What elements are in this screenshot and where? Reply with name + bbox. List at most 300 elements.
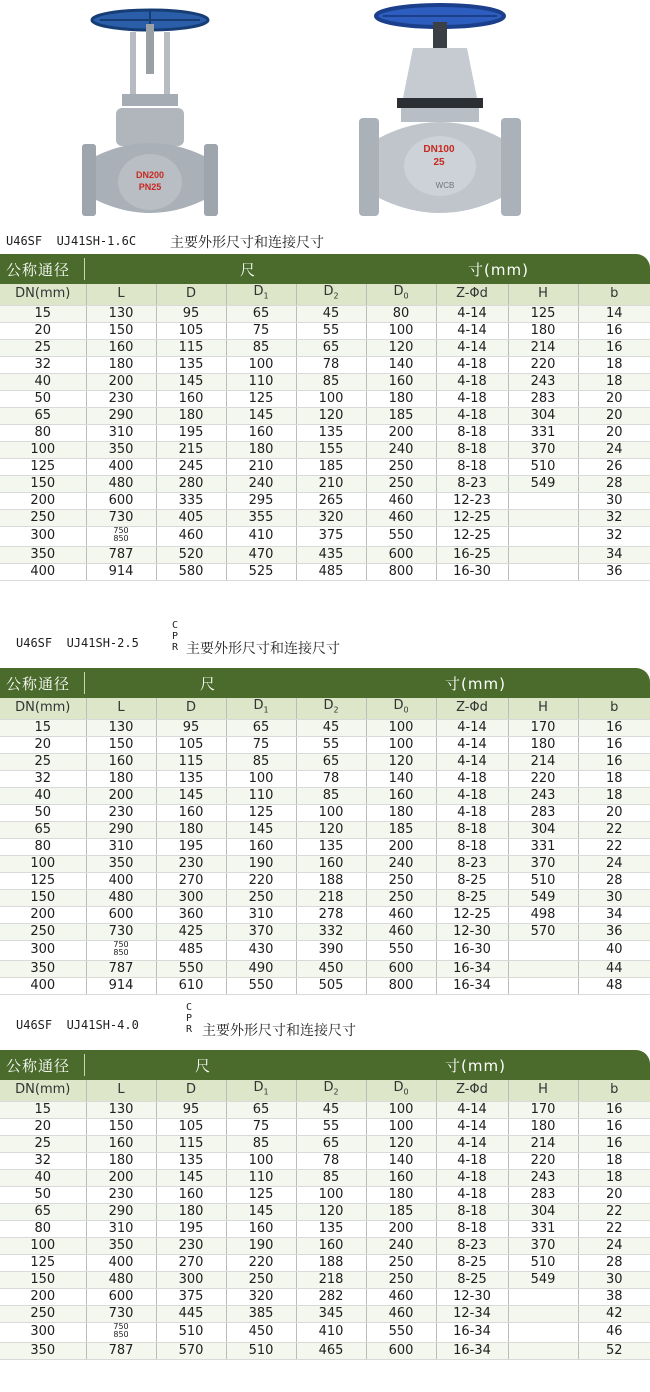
table-cell: 34 <box>578 906 650 923</box>
table-cell <box>508 960 578 977</box>
table-cell: 12-34 <box>436 1305 508 1322</box>
table-cell: 510 <box>226 1342 296 1359</box>
table-cell: 65 <box>226 305 296 322</box>
header-divider <box>84 672 85 694</box>
table-cell: 100 <box>366 719 436 736</box>
table-row <box>0 960 650 977</box>
table-cell <box>508 1288 578 1305</box>
table-cell: 180 <box>366 804 436 821</box>
table-cell <box>508 1342 578 1359</box>
globe-valve-photo-left <box>70 4 230 219</box>
table-cell: 150 <box>86 736 156 753</box>
table-cell: 410 <box>296 1322 366 1342</box>
table-cell: 160 <box>366 787 436 804</box>
table-cell: 320 <box>226 1288 296 1305</box>
table-cell: 460 <box>366 1288 436 1305</box>
table-cell: 214 <box>508 339 578 356</box>
dimension-table-body <box>0 1080 650 1359</box>
table-cell: 490 <box>226 960 296 977</box>
table-cell: 85 <box>226 753 296 770</box>
table-cell: 230 <box>156 1237 226 1254</box>
table-cell: 135 <box>156 356 226 373</box>
table-row <box>0 1186 650 1203</box>
table-cell: 32 <box>0 356 86 373</box>
table-cell: 385 <box>226 1305 296 1322</box>
column-header: L <box>86 1080 156 1101</box>
table-cell: 145 <box>226 407 296 424</box>
table-cell: 65 <box>0 1203 86 1220</box>
table-cell: 18 <box>578 373 650 390</box>
table-cell: 16 <box>578 736 650 753</box>
table-cell: 278 <box>296 906 366 923</box>
table-cell: 85 <box>296 787 366 804</box>
table-cell: 230 <box>86 804 156 821</box>
table-cell: 32 <box>0 1152 86 1169</box>
table-cell: 120 <box>296 1203 366 1220</box>
table-cell <box>508 509 578 526</box>
cpr-text: C P R <box>171 620 179 653</box>
table-cell: 304 <box>508 821 578 838</box>
table-cell: 600 <box>366 960 436 977</box>
table-cell: 240 <box>366 855 436 872</box>
table-cell: 270 <box>156 1254 226 1271</box>
table-cell: 180 <box>86 770 156 787</box>
table-cell: 250 <box>0 509 86 526</box>
table-cell: 485 <box>156 940 226 960</box>
table-row <box>0 339 650 356</box>
column-header: $D_1$ <box>226 698 296 719</box>
table-cell <box>508 526 578 546</box>
table-cell: 75 <box>226 322 296 339</box>
table-cell: 240 <box>366 441 436 458</box>
table-cell: 787 <box>86 1342 156 1359</box>
dimension-table <box>0 1080 650 1360</box>
table-cell: 335 <box>156 492 226 509</box>
table-cell: 570 <box>508 923 578 940</box>
table-cell: 370 <box>508 1237 578 1254</box>
table-cell: 110 <box>226 1169 296 1186</box>
table-cell: 200 <box>366 1220 436 1237</box>
table-cell: 55 <box>296 322 366 339</box>
product-photos <box>0 0 650 228</box>
table-cell: 218 <box>296 889 366 906</box>
table-cell: 250 <box>226 889 296 906</box>
table-row <box>0 407 650 424</box>
table-row <box>0 458 650 475</box>
table-row <box>0 906 650 923</box>
table-cell: 460 <box>366 509 436 526</box>
table-cell: 160 <box>366 1169 436 1186</box>
table-cell: 42 <box>578 1305 650 1322</box>
table-cell: 45 <box>296 719 366 736</box>
table-cell: 310 <box>86 424 156 441</box>
table-cell: 160 <box>296 1237 366 1254</box>
table-cell: 125 <box>226 1186 296 1203</box>
table-cell: 180 <box>508 736 578 753</box>
table-row <box>0 1169 650 1186</box>
column-header-row <box>0 284 650 305</box>
table-cell: 8-23 <box>436 1237 508 1254</box>
table-cell: 78 <box>296 356 366 373</box>
table-row <box>0 940 650 960</box>
table-cell <box>508 977 578 994</box>
table-cell: 100 <box>296 390 366 407</box>
table-cell: 4-14 <box>436 1118 508 1135</box>
table-cell: 160 <box>86 339 156 356</box>
table-cell: 360 <box>156 906 226 923</box>
table-cell: 20 <box>0 736 86 753</box>
table-cell: 914 <box>86 563 156 580</box>
table-cell: 185 <box>296 458 366 475</box>
table-cell: 400 <box>86 458 156 475</box>
column-header: Z-Φd <box>436 1080 508 1101</box>
table-cell: 22 <box>578 1203 650 1220</box>
table-cell: 200 <box>0 492 86 509</box>
table-cell: 16 <box>578 719 650 736</box>
material-code-cpr <box>184 1002 194 1035</box>
table-cell: 400 <box>0 977 86 994</box>
table-cell: 250 <box>0 923 86 940</box>
table-cell: 350 <box>86 1237 156 1254</box>
table-cell: 140 <box>366 770 436 787</box>
column-header: $D_1$ <box>226 1080 296 1101</box>
table-cell: 345 <box>296 1305 366 1322</box>
table-cell: 20 <box>578 407 650 424</box>
table-cell: 320 <box>296 509 366 526</box>
table-row <box>0 889 650 906</box>
table-cell: 4-14 <box>436 339 508 356</box>
table-cell: 730 <box>86 1305 156 1322</box>
table-cell: 95 <box>156 1101 226 1118</box>
table-cell: 40 <box>0 787 86 804</box>
table-cell: 400 <box>86 872 156 889</box>
table-cell: 24 <box>578 855 650 872</box>
dimension-header-bar <box>0 1050 650 1080</box>
table-cell: 410 <box>226 526 296 546</box>
table-cell: 40 <box>0 1169 86 1186</box>
table-cell: 350 <box>86 441 156 458</box>
table-row <box>0 305 650 322</box>
section-description: 主要外形尺寸和连接尺寸 <box>186 641 340 657</box>
dimension-label-cun: 寸(mm) <box>468 261 529 279</box>
model-code: UJ41SH-1.6C <box>56 234 137 248</box>
table-cell: 390 <box>296 940 366 960</box>
table-cell: 195 <box>156 1220 226 1237</box>
table-row <box>0 373 650 390</box>
table-cell: 4-14 <box>436 736 508 753</box>
table-row <box>0 855 650 872</box>
table-cell: 435 <box>296 546 366 563</box>
table-cell: 200 <box>0 906 86 923</box>
table-cell: 283 <box>508 804 578 821</box>
table-cell: 295 <box>226 492 296 509</box>
table-cell: 549 <box>508 889 578 906</box>
table-cell: 600 <box>86 492 156 509</box>
table-cell: 510 <box>156 1322 226 1342</box>
table-cell: 185 <box>366 1203 436 1220</box>
table-cell: 95 <box>156 719 226 736</box>
table-cell: 450 <box>296 960 366 977</box>
table-cell: 270 <box>156 872 226 889</box>
table-cell: 26 <box>578 458 650 475</box>
table-row <box>0 1288 650 1305</box>
table-cell: 28 <box>578 475 650 492</box>
table-row <box>0 1203 650 1220</box>
table-cell: 8-25 <box>436 872 508 889</box>
table-cell: 8-18 <box>436 441 508 458</box>
table-cell: 100 <box>366 1101 436 1118</box>
table-cell: 180 <box>508 1118 578 1135</box>
series-code: U46SF <box>16 1018 53 1032</box>
table-cell: 30 <box>578 492 650 509</box>
table-cell: 12-25 <box>436 526 508 546</box>
column-header: D <box>156 1080 226 1101</box>
section-title <box>0 228 650 254</box>
dimension-table <box>0 698 650 995</box>
table-cell: 370 <box>508 855 578 872</box>
table-cell: 280 <box>156 475 226 492</box>
table-cell: 460 <box>366 492 436 509</box>
table-cell: 145 <box>226 1203 296 1220</box>
column-header: L <box>86 698 156 719</box>
table-cell: 265 <box>296 492 366 509</box>
table-cell: 4-18 <box>436 770 508 787</box>
table-cell: 460 <box>156 526 226 546</box>
table-cell: 218 <box>296 1271 366 1288</box>
table-row <box>0 1254 650 1271</box>
table-row <box>0 1152 650 1169</box>
table-cell <box>86 526 156 546</box>
table-cell: 800 <box>366 563 436 580</box>
table-row <box>0 546 650 563</box>
table-cell: 125 <box>0 872 86 889</box>
table-row <box>0 872 650 889</box>
table-cell: 425 <box>156 923 226 940</box>
table-cell: 15 <box>0 305 86 322</box>
table-row <box>0 356 650 373</box>
nominal-diameter-label: 公称通径 <box>6 261 71 279</box>
table-cell: 115 <box>156 753 226 770</box>
table-cell: 160 <box>86 753 156 770</box>
section-model <box>6 234 136 248</box>
table-cell: 30 <box>578 889 650 906</box>
table-cell: 4-14 <box>436 1101 508 1118</box>
table-cell: 240 <box>226 475 296 492</box>
table-cell: 8-23 <box>436 855 508 872</box>
column-header: H <box>508 1080 578 1101</box>
table-cell: 25 <box>0 339 86 356</box>
table-cell: 600 <box>86 906 156 923</box>
table-cell: 95 <box>156 305 226 322</box>
table-cell: 36 <box>578 563 650 580</box>
series-code: U46SF <box>6 234 43 248</box>
table-cell: 190 <box>226 855 296 872</box>
table-cell: 130 <box>86 1101 156 1118</box>
table-cell: 125 <box>226 804 296 821</box>
table-cell: 75 <box>226 736 296 753</box>
table-cell: 170 <box>508 719 578 736</box>
table-cell: 730 <box>86 923 156 940</box>
table-cell: 180 <box>226 441 296 458</box>
table-cell: 100 <box>226 356 296 373</box>
table-cell: 8-25 <box>436 1254 508 1271</box>
table-cell: 100 <box>0 1237 86 1254</box>
dimension-label-cun: 寸(mm) <box>445 1057 506 1075</box>
valve-marking-dn: DN200 <box>135 170 165 180</box>
table-cell: 150 <box>0 889 86 906</box>
section-title <box>0 620 650 657</box>
table-cell: 120 <box>296 407 366 424</box>
table-cell: 243 <box>508 373 578 390</box>
table-row <box>0 1220 650 1237</box>
table-cell: 8-25 <box>436 889 508 906</box>
table-cell: 55 <box>296 1118 366 1135</box>
table-cell: 100 <box>366 736 436 753</box>
table-row <box>0 1322 650 1342</box>
column-header: DN(mm) <box>0 698 86 719</box>
column-header: Z-Φd <box>436 284 508 305</box>
table-cell: 20 <box>0 322 86 339</box>
table-cell: 85 <box>296 373 366 390</box>
table-cell: 20 <box>578 390 650 407</box>
table-cell: 730 <box>86 509 156 526</box>
table-cell: 18 <box>578 356 650 373</box>
table-cell: 243 <box>508 787 578 804</box>
table-cell: 85 <box>296 1169 366 1186</box>
table-cell: 4-14 <box>436 753 508 770</box>
table-cell: 4-18 <box>436 1186 508 1203</box>
table-cell: 65 <box>296 1135 366 1152</box>
table-cell: 300 <box>0 526 86 546</box>
table-cell: 15 <box>0 719 86 736</box>
column-header: b <box>578 1080 650 1101</box>
table-cell: 100 <box>296 804 366 821</box>
table-cell: 160 <box>226 838 296 855</box>
model-code: UJ41SH-4.0 <box>66 1018 139 1032</box>
table-cell: 85 <box>226 1135 296 1152</box>
table-cell: 12-30 <box>436 1288 508 1305</box>
table-cell: 160 <box>156 390 226 407</box>
section-title <box>0 1002 650 1039</box>
column-header: $D_0$ <box>366 284 436 305</box>
table-cell: 430 <box>226 940 296 960</box>
table-cell: 12-23 <box>436 492 508 509</box>
table-cell: 80 <box>366 305 436 322</box>
table-cell: 44 <box>578 960 650 977</box>
table-cell: 20 <box>578 804 650 821</box>
table-cell: 250 <box>366 475 436 492</box>
table-cell: 445 <box>156 1305 226 1322</box>
column-header: $D_0$ <box>366 698 436 719</box>
table-cell: 160 <box>156 804 226 821</box>
table-cell: 160 <box>156 1186 226 1203</box>
table-cell <box>508 1322 578 1342</box>
table-cell: 470 <box>226 546 296 563</box>
table-cell: 4-18 <box>436 373 508 390</box>
table-cell: 100 <box>226 770 296 787</box>
table-cell: 550 <box>366 526 436 546</box>
dimension-table-body <box>0 284 650 580</box>
table-cell: 375 <box>156 1288 226 1305</box>
table-cell: 350 <box>86 855 156 872</box>
globe-valve-photo-right <box>355 2 525 220</box>
table-cell: 4-18 <box>436 787 508 804</box>
table-row <box>0 923 650 940</box>
table-cell: 405 <box>156 509 226 526</box>
section-model <box>16 636 139 650</box>
table-cell: 15 <box>0 1101 86 1118</box>
table-cell: 28 <box>578 872 650 889</box>
valve-marking-pn: PN25 <box>138 182 162 192</box>
table-cell: 4-14 <box>436 305 508 322</box>
table-cell: 220 <box>508 356 578 373</box>
table-cell: 18 <box>578 1152 650 1169</box>
table-cell: 250 <box>366 872 436 889</box>
table-cell: 160 <box>226 424 296 441</box>
table-cell: 370 <box>226 923 296 940</box>
table-cell: 8-18 <box>436 1203 508 1220</box>
table-cell: 32 <box>578 509 650 526</box>
table-cell: 290 <box>86 1203 156 1220</box>
table-cell: 100 <box>366 1118 436 1135</box>
table-cell: 120 <box>366 1135 436 1152</box>
table-row <box>0 821 650 838</box>
table-cell: 125 <box>226 390 296 407</box>
table-cell: 510 <box>508 1254 578 1271</box>
dimension-label-chi: 尺 <box>200 675 217 693</box>
dimension-label-cun: 寸(mm) <box>445 675 506 693</box>
table-cell: 355 <box>226 509 296 526</box>
table-row <box>0 1342 650 1359</box>
table-row <box>0 424 650 441</box>
column-header: D <box>156 698 226 719</box>
column-header: $D_1$ <box>226 284 296 305</box>
table-cell: 16 <box>578 322 650 339</box>
column-header: $D_2$ <box>296 1080 366 1101</box>
valve-marking-dn: DN100 <box>423 144 455 155</box>
table-cell: 130 <box>86 305 156 322</box>
table-cell: 580 <box>156 563 226 580</box>
table-cell: 220 <box>508 1152 578 1169</box>
spec-section-1 <box>0 228 650 581</box>
table-cell: 331 <box>508 838 578 855</box>
table-cell: 40 <box>0 373 86 390</box>
table-cell: 188 <box>296 1254 366 1271</box>
table-row <box>0 1101 650 1118</box>
table-cell: 140 <box>366 1152 436 1169</box>
table-cell: 120 <box>296 821 366 838</box>
table-cell: 214 <box>508 1135 578 1152</box>
table-cell: 46 <box>578 1322 650 1342</box>
table-cell: 400 <box>0 563 86 580</box>
column-header: $D_0$ <box>366 1080 436 1101</box>
table-cell <box>508 546 578 563</box>
table-cell: 100 <box>0 855 86 872</box>
table-cell: 505 <box>296 977 366 994</box>
table-cell: 20 <box>578 424 650 441</box>
table-cell: 485 <box>296 563 366 580</box>
table-cell: 282 <box>296 1288 366 1305</box>
table-cell: 150 <box>86 322 156 339</box>
table-cell: 230 <box>156 855 226 872</box>
table-cell: 50 <box>0 1186 86 1203</box>
table-cell: 550 <box>226 977 296 994</box>
table-cell: 600 <box>86 1288 156 1305</box>
table-cell: 100 <box>226 1152 296 1169</box>
table-cell: 180 <box>366 1186 436 1203</box>
table-cell: 200 <box>86 373 156 390</box>
section-model <box>16 1018 139 1032</box>
